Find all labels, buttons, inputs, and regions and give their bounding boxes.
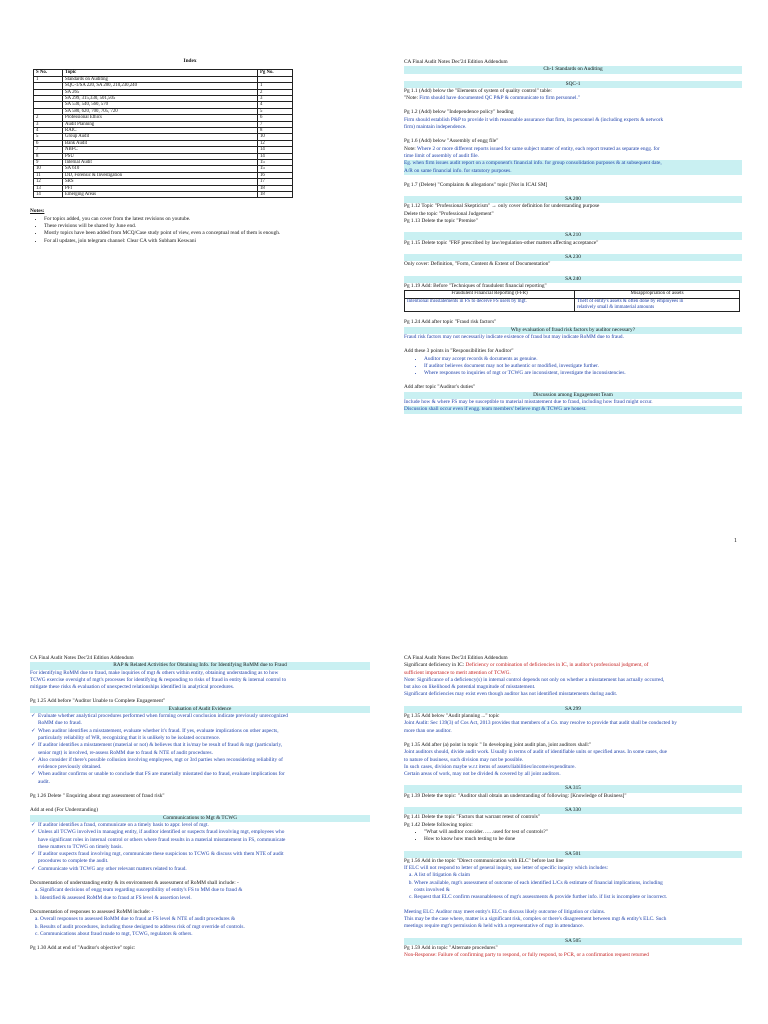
text-line: Note: Significance of a deficiency(s) in internal control depends not only on whether a misstatement has actually occurred,: [404, 676, 665, 683]
text-line: Pg 1.6 (Add) below "Assembly of engg file": [404, 138, 499, 145]
note-item: • These revisions will be shared by June end.: [44, 223, 370, 230]
text-line: [404, 146, 742, 153]
text-line: Add at end (For Understanding): [30, 807, 98, 814]
page-number: 1: [734, 538, 737, 544]
text-line: time limit of assembly of audit file.: [404, 152, 479, 159]
cell-pgno: 15: [258, 159, 293, 165]
responses-list: [30, 916, 370, 938]
text-line: Pg 1.56 Add in the topic "Direct communication with ELC" before last line: [404, 857, 564, 864]
cell-pgno: 8: [258, 127, 293, 133]
text-line: Pg 1.13 Delete the topic "Premise": [404, 218, 478, 225]
cell-pgno: 18: [258, 192, 293, 198]
list-item: • Where responses to inquiries of mgt or TCWG are inconsistent, investigate the inconsistencies.: [424, 370, 742, 377]
cell-line: relatively small & immaterial amounts: [577, 304, 655, 310]
text-line: Certain areas of work, may not be divided & covered by all joint auditors.: [404, 771, 561, 778]
cell-sno: 9: [34, 159, 63, 165]
cell-sno: 5: [34, 134, 63, 140]
item-line: ✓ If auditor identifies a fraud, communicate on a timely basis to appr. level of mgt.: [38, 821, 209, 828]
text-line: meetings require mgt's permission & held with a representative of mgt in attendance.: [404, 923, 584, 930]
list-item: [38, 728, 370, 743]
text-line: Add after topic "Auditor's duties": [404, 384, 476, 391]
text-line: mitigate these risks & evaluation of unexpected relationships identified in analytical procedures.: [30, 684, 235, 691]
cell-topic: Standards on Auditing: [63, 76, 258, 82]
cell-topic: SA 580, 620, 700, 705, 720: [63, 108, 258, 114]
telegram-note: For all updates, join telegram channel: Clear CA with Subham Keswani: [44, 237, 196, 244]
cell-topic: Internal Audit: [63, 159, 258, 165]
text-line: Joint auditors should, divide audit work. Usually in terms of audit of identifiable units or specified areas. In some cases, due: [404, 749, 668, 756]
table-header-row: [405, 291, 740, 298]
addendum-page-2: [30, 655, 370, 952]
text-line: If ELC will not respond to letter of general inquiry, use letter of specific inquiry which includes:: [404, 865, 608, 872]
item-line: costs involved &: [414, 887, 450, 894]
list-item: a. Overall responses to assessed RoMM due to fraud at FS level & NTE of audit procedures &: [40, 916, 370, 923]
note-item: • Mostly topics have been added from MCQ/Case study point of view, even a conceptual read of them is enough.: [44, 230, 370, 237]
subsection-title: Discussion among Engagement Team: [404, 392, 742, 399]
list-item: [38, 829, 370, 851]
list-item: • Auditor may accept records & documents as genuine.: [424, 356, 742, 363]
cell-sno: 12: [34, 179, 63, 185]
text-line: [404, 662, 742, 669]
cell-line: Theft of entity's assets & often done by employees in: [577, 298, 684, 304]
cell-topic: SA 610: [63, 166, 258, 172]
subsection-title: Why evaluation of fraud risk factors by auditor necessary?: [404, 327, 742, 334]
cell-sno: 10: [34, 166, 63, 172]
text-line: [404, 95, 742, 102]
cell-pgno: 17: [258, 179, 293, 185]
table-cell-misappropriation: [575, 298, 740, 312]
cell-pgno: 14: [258, 153, 293, 159]
col-pgno: Pg No.: [258, 70, 293, 76]
list-item: [38, 866, 370, 873]
text-line: Meeting ELC: Auditor may meet entity's ELC to discuss likely outcome of litigation or claims.: [404, 908, 606, 915]
item-line: these matters to TCWG on timely basis.: [38, 843, 123, 850]
cell-pgno: 3: [258, 95, 293, 101]
cell-pgno: 15: [258, 166, 293, 172]
subsection-title: Communications to Mgt & TCWG: [30, 815, 370, 822]
page-header: CA Final Audit Notes Dec'24 Edition Addendum: [404, 59, 508, 65]
list-item: c. Request that ELC confirm reasonableness of mgt's assessments & provide further info. if list is incomplete or incorrect.: [414, 894, 742, 901]
cell-topic: SA 265: [63, 89, 258, 95]
text-line: Fraud risk factors may not necessarily indicate existence of fraud but may indicate RoMM due to fraud.: [404, 333, 624, 340]
evaluation-list: [30, 713, 370, 786]
text-line: Pg 1.1 (Add) below the "Elements of system of quality control" table:: [404, 87, 552, 94]
index-table-body: [34, 76, 293, 198]
item-line: b. Where available, mgt's assessment of outcome of each identified L/Cs & estimate of financial implications, including: [414, 879, 663, 886]
page-header: CA Final Audit Notes Dec'24 Edition Addendum: [30, 655, 134, 661]
note-item: • For topics added, you can cover from the latest revisions on youtube.: [44, 216, 370, 223]
specific-inquiry-list: [404, 872, 742, 901]
index-page: [30, 58, 370, 245]
section-sa230: SA 230: [404, 254, 742, 261]
text-line: to nature of business, such division may not be possible.: [404, 756, 524, 763]
text-line: Documentation of responses to assessed RoMM include: -: [30, 908, 154, 915]
communication-list: [30, 822, 370, 873]
cell-pgno: 5: [258, 108, 293, 114]
cell-topic: SQC-1/SA 220, SA 200, 210,230,240: [63, 83, 258, 89]
list-item: [38, 757, 370, 772]
cell-topic: PSU: [63, 153, 258, 159]
cell-topic: SA 530, 540, 560, 570: [63, 102, 258, 108]
section-sa330: SA 330: [404, 807, 742, 814]
list-item: b. Identified & assessed RoMM due to fraud at FS level & assertion level.: [40, 895, 370, 902]
text-line: Discussion shall occur even if engg. team members' believe mgt & TCWG are honest.: [404, 406, 742, 413]
term-label: Significant deficiency in IC:: [404, 662, 466, 669]
list-item: [38, 713, 370, 728]
text-line: Joint Audit: Sec 139(3) of Cos Act, 2013 provides that members of a Co. may resolve to provide that audit shall be conducted by: [404, 720, 677, 727]
text-line: Pg 1.59 Add in topic "Alternate procedures": [404, 944, 498, 951]
text-line: Significant deficiencies may exist even though auditor has not identified misstatements during audit.: [404, 691, 618, 698]
text-line: Pg 1.39 Delete the topic: "Auditor shall obtain an understanding of following: [Knowledge of Business]": [404, 792, 627, 799]
cell-sno: 2: [34, 115, 63, 121]
text-line: Pg 1.25 Add before "Auditor Unable to Complete Engagement": [30, 698, 166, 705]
text-line: Non-Response: Failure of confirming party to respond, or fully respond, to PCR, or a confirmation request returned: [404, 952, 649, 959]
list-item: c. Communications about fraud made to mgt, TCWG, regulators & others.: [40, 931, 370, 938]
text-line: Pg 1.35 Add below "Audit planning ..." topic: [404, 713, 500, 720]
table-header-ffr: Fraudulent Financial Reporting (FFR): [405, 291, 575, 298]
table-row: [405, 298, 740, 312]
cell-topic: SA 299, 315,330, 501,505: [63, 95, 258, 101]
table-row: [34, 192, 293, 198]
cell-pgno: 7: [258, 121, 293, 127]
table-cell-ffr: Intentional misstatements in FS to deceive FS users by mgt.: [405, 298, 575, 312]
cell-topic: Group Audit: [63, 134, 258, 140]
cell-pgno: 6: [258, 115, 293, 121]
list-item: [414, 880, 742, 895]
cell-topic: Professional Ethics: [63, 115, 258, 121]
cell-pgno: 14: [258, 147, 293, 153]
example-line: A/R on same financial info. for statutory purposes.: [404, 168, 742, 175]
text-line: Add these 3 points in "Responsibilities for Auditor": [404, 348, 514, 355]
cell-pgno: 2: [258, 89, 293, 95]
term-definition: Deficiency or combination of deficiencies in IC, in auditor's professional judgment, of: [465, 662, 649, 669]
text-line: Pg 1.7 (Delete) "Complaints & allegations" topic [Not in ICAI SM]: [404, 181, 548, 188]
text-line: Pg 1.24 Add after topic "Fraud risk factors": [404, 319, 497, 326]
note-item: [44, 238, 370, 245]
col-sno: S No.: [34, 70, 63, 76]
item-line: ✓ Evaluate whether analytical procedures performed when forming overall conclusion indicate previously unrecognized: [38, 713, 288, 720]
list-item: [38, 851, 370, 866]
text-line: Pg 1.35 Add after (a) point in topic " In developing joint audit plan, joint auditors shall:": [404, 741, 592, 748]
section-sa501: SA 501: [404, 851, 742, 858]
cell-sno: 13: [34, 185, 63, 191]
cell-topic: DD, Forensic & Investigation: [63, 172, 258, 178]
section-sqc1: SQC-1: [404, 81, 742, 88]
cell-sno: 7: [34, 147, 63, 153]
item-line: ✓ Unless all TCWG involved in managing entity, if auditor identified or suspects fraud involving mgt, employees who: [38, 829, 285, 836]
list-item: • How to know how much testing to be done: [424, 836, 742, 843]
fraud-types-table: [404, 290, 740, 312]
item-line: particularly reliability of WR, recognizing that it is unlikely to be isolated occurrence.: [38, 734, 220, 741]
subsection-title: Evaluation of Audit Evidence: [30, 706, 370, 713]
text-line: Pg 1.12 Topic "Professional Skepticism" → only cover definition for understanding purpose: [404, 203, 600, 210]
cell-topic: PFI: [63, 185, 258, 191]
cell-pgno: 4: [258, 102, 293, 108]
notes-title: Notes:: [30, 208, 45, 215]
text-line: For identifying RoMM due to fraud, make inquiries of mgt & others within entity, obtaining understanding as to how: [30, 669, 279, 676]
text-line: Pg 1.30 Add at end of "Auditor's objective" topic:: [30, 945, 136, 952]
text-line: Only cover: Definition, "Form, Content & Extent of Documentation": [404, 261, 551, 268]
deleted-topics-list: [404, 829, 742, 844]
cell-pgno: 18: [258, 185, 293, 191]
text-line: Documentation of understanding entity & its environment & assessment of RoMM shall include: -: [30, 880, 239, 887]
cell-topic: NBFC: [63, 147, 258, 153]
cell-sno: 8: [34, 153, 63, 159]
cell-sno: 11: [34, 172, 63, 178]
item-line: ✓ When auditor confirms or unable to conclude that FS are materially misstated due to fraud, evaluate implications for: [38, 771, 285, 778]
addendum-page-3: [404, 655, 742, 959]
text-line: TCWG exercise oversight of mgt's processes for identifying & responding to risks of fraud in entity & internal control to: [30, 676, 287, 683]
list-item: [38, 742, 370, 757]
addendum-page-1: [404, 59, 742, 414]
item-line: evidence previously obtained.: [38, 764, 102, 771]
item-line: RoMM due to fraud.: [38, 720, 82, 727]
cell-sno: 6: [34, 140, 63, 146]
text-line: Firm should establish P&P to provide it with reasonable assurance that firm, its personnel & (including experts & network: [404, 116, 664, 123]
text-line: Pg 1.2 (Add) below "Independence policy" heading: [404, 109, 514, 116]
item-line: ✓ If auditor suspects fraud involving mgt, communicate these suspicions to TCWG & discuss with them NTE of audit: [38, 851, 284, 858]
item-line: senior mgt) is involved, re-assess RoMM due to fraud & NTE of audit procedures.: [38, 749, 213, 756]
list-item: b. Results of audit procedures, including those designed to address risk of mgt override of controls.: [40, 924, 370, 931]
documentation-list: [30, 887, 370, 902]
note-text: Where 2 or more different reports issued for same subject matter of entity, each report treated as separate engg. for: [417, 145, 660, 152]
text-line: Delete the topic "Professional Judgement": [404, 210, 494, 217]
cell-topic: SRS: [63, 179, 258, 185]
notes-list: [30, 216, 370, 245]
text-line: Include how & where FS may be susceptible to material misstatement due to fraud, including how fraud might occur.: [404, 399, 653, 406]
col-topic: Topic: [63, 70, 258, 76]
cell-sno: 4: [34, 127, 63, 133]
item-line: have significant roles in internal control or others where fraud results in a material misstatement in FS, communicate: [38, 836, 286, 843]
section-sa299: SA 299: [404, 706, 742, 713]
cell-topic: Emerging Areas: [63, 192, 258, 198]
note-text: Firm should have documented QC P&P & communicate to firm personnel.": [419, 95, 580, 102]
cell-topic: Audit Planning: [63, 121, 258, 127]
cell-pgno: 1: [258, 83, 293, 89]
list-item: a. A list of litigation & claim: [414, 872, 742, 879]
item-line: ✓ Also consider if there's possible collusion involving employees, mgt or 3rd parties when reconsidering reliability of: [38, 756, 283, 763]
text-line: Pg 1.42 Delete following topics:: [404, 821, 473, 828]
item-line: ✓ If auditor identifies a misstatement (material or not) & believes that it is/may be result of fraud & mgt (particularly,: [38, 742, 283, 749]
text-line: more than one auditor.: [404, 727, 452, 734]
index-table: [33, 69, 293, 198]
responsibilities-list: [404, 356, 742, 378]
note-label: "Note:: [404, 95, 420, 102]
text-line: but also on likelihood & potential magnitude of misstatement.: [404, 684, 536, 691]
list-item: [38, 771, 370, 786]
section-sa200: SA 200: [404, 196, 742, 203]
text-line: firm) maintain independence.: [404, 124, 467, 131]
section-sa505: SA 505: [404, 938, 742, 945]
cell-sno: 14: [34, 192, 63, 198]
text-line: Pg 1.19 Add: Before "Techniques of fraudulent financial reporting": [404, 282, 547, 289]
example-line: Eg. when firm issues audit report on a component's financial info. for group consolidation purposes & at subsequent date,: [404, 160, 742, 167]
note-label: Note:: [404, 145, 417, 152]
list-item: • If auditor believes document may not be authentic or modified, investigate further.: [424, 363, 742, 370]
text-line: In such cases, division maybe w.r.t items of assets/liabilities/income/expenditure.: [404, 763, 576, 770]
text-line: Pg 1.15 Delete topic "FRF prescribed by law/regulation-other matters affecting acceptance": [404, 239, 599, 246]
section-title: RAP & Related Activities for Obtaining Info. for Identifying RoMM due to Fraud: [30, 662, 370, 669]
cell-pgno: 12: [258, 140, 293, 146]
section-sa240: SA 240: [404, 276, 742, 283]
cell-topic: Bank Audit: [63, 140, 258, 146]
text-line: Pg 1.26 Delete " Enquiring about mgt assessment of fraud risk": [30, 793, 165, 800]
text-line: This may be the case where, matter is a significant risk, complex or there's disagreement between mgt & entity's ELC. Such: [404, 915, 667, 922]
cell-pgno: 16: [258, 172, 293, 178]
section-sa210: SA 210: [404, 232, 742, 239]
cell-sno: 1: [34, 76, 63, 82]
cell-pgno: 10: [258, 134, 293, 140]
table-header-misappropriation: Misappropriation of assets: [575, 291, 740, 298]
index-title: Index: [183, 58, 197, 64]
item-line: procedures to complete the audit.: [38, 858, 109, 865]
chapter-title: Ch-1 Standards on Auditing: [404, 66, 742, 73]
item-line: ✓ When auditor identifies a misstatement, evaluate whether it's fraud. If yes, evaluate implications on other aspects,: [38, 727, 279, 734]
section-sa315: SA 315: [404, 785, 742, 792]
text-line: Pg 1.41 Delete the topic "Factors that warrant retest of controls": [404, 814, 540, 821]
item-line: audit.: [38, 778, 50, 785]
text-line: sufficient importance to merit attention of TCWG.: [404, 669, 511, 676]
list-item: • "What will auditor consider……used for test of controls?": [424, 829, 742, 836]
list-item: a. Significant decisions of engg team regarding susceptibility of entity's FS to MM due to fraud &: [40, 887, 370, 894]
page-header: CA Final Audit Notes Dec'24 Edition Addendum: [404, 655, 508, 661]
item-line: ✓ Communicate with TCWG any other relevant matters related to fraud.: [38, 865, 187, 872]
cell-topic: RAIC: [63, 127, 258, 133]
cell-sno: 3: [34, 121, 63, 127]
